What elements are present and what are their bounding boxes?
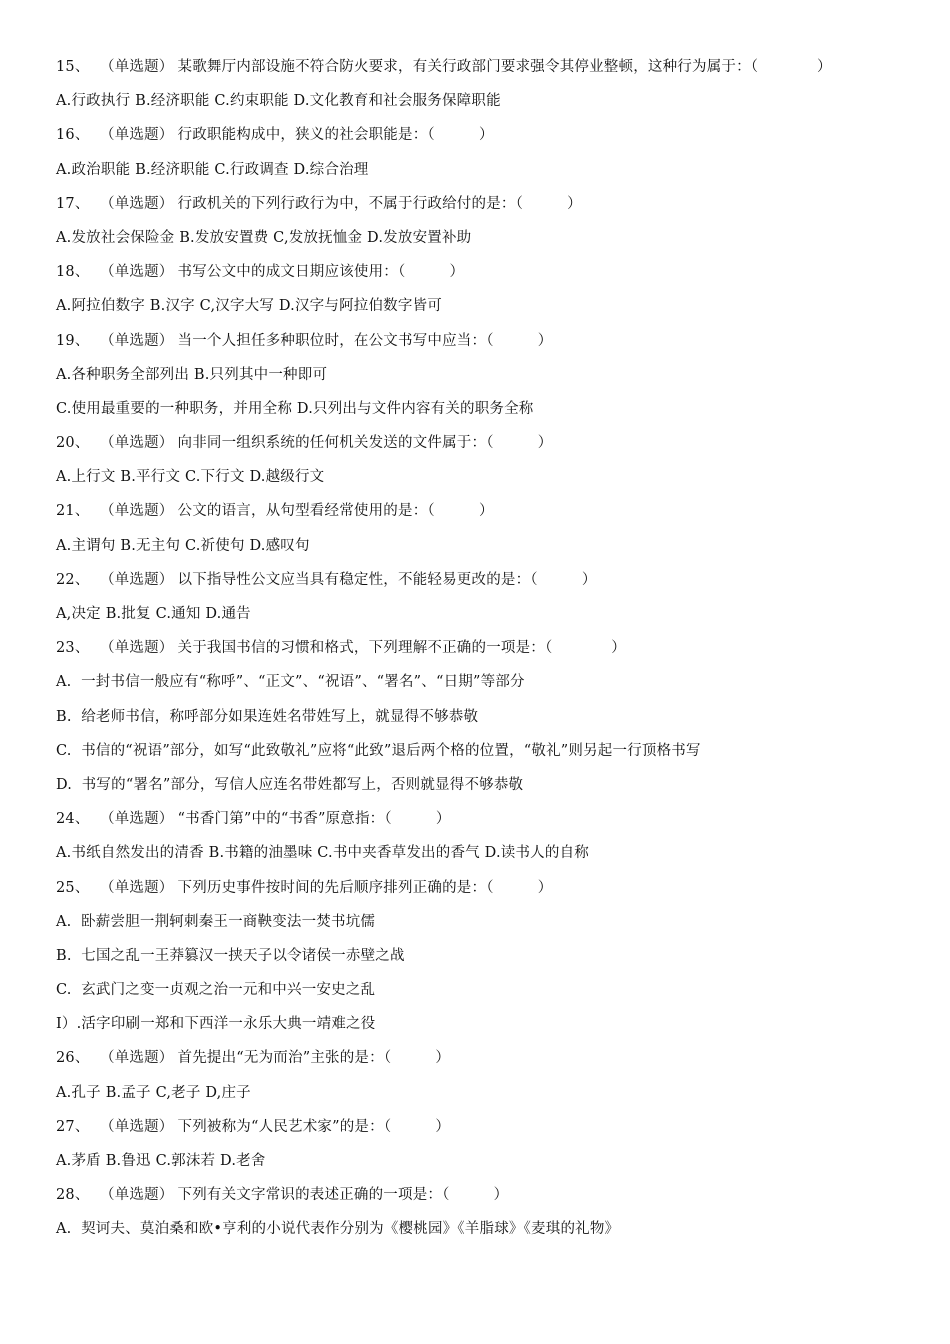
question-number: 23、 [56,640,90,657]
question-type-tag: （单选题） [100,332,174,349]
answer-options: A.发放社会保险金 B.发放安置费 C,发放抚恤金 D.发放安置补助 [56,229,472,246]
answer-options: A.行政执行 B.经济职能 C.约束职能 D.文化教育和社会服务保障职能 [56,93,501,110]
question-stem [56,50,906,84]
question-stem [56,871,906,905]
question-type-tag: （单选题） [100,503,174,520]
question-number: 28、 [56,1187,90,1204]
question-text: 某歌舞厅内部设施不符合防火要求，有关行政部门要求强令其停业整顿，这种行为属于：（ ） [177,59,832,75]
question-type-tag: （单选题） [100,640,174,657]
answer-options: A. 一封书信一般应有“称呼”、“正文”、“祝语”、“署名”、“日期”等部分 [56,674,525,691]
question-stem [56,426,906,460]
question-stem [56,187,906,221]
question-text: “书香门第”中的“书香”原意指：（ ） [177,811,451,828]
question-type-tag: （单选题） [100,811,174,828]
question-text: 下列有关文字常识的表述正确的一项是：（ ） [177,1187,509,1204]
question-type-tag: （单选题） [100,1187,174,1204]
question-type-tag: （单选题） [100,1118,174,1135]
answer-options: A.茅盾 B.鲁迅 C.郭沫若 D.老舍 [56,1153,266,1169]
answer-options: C.使用最重要的一种职务，并用全称 D.只列出与文件内容有关的职务全称 [56,400,534,417]
answer-options: A.书纸自然发出的清香 B.书籍的油墨味 C.书中夹香草发出的香气 D.读书人的自称 [56,845,589,862]
question-number: 27、 [56,1118,90,1135]
question-number: 26、 [56,1050,90,1067]
question-text: 下列历史事件按时间的先后顺序排列正确的是：（ ） [177,879,553,896]
question-type-tag: （单选题） [100,127,174,144]
question-number: 24、 [56,811,90,828]
question-type-tag: （单选题） [100,435,174,452]
question-stem [56,1178,906,1212]
question-text: 当一个人担任多种职位时，在公文书写中应当：（ ） [177,332,553,349]
answer-options: C. 书信的“祝语”部分，如写“此致敬礼”应将“此致”退后两个格的位置，“敬礼”则另起一行顶格书写 [56,742,701,759]
question-stem [56,563,906,597]
question-number: 18、 [56,264,90,281]
question-stem [56,255,906,289]
question-number: 15、 [56,59,90,75]
question-text: 书写公文中的成文日期应该使用：（ ） [177,264,465,281]
answer-options: A. 卧薪尝胆一荆轲刺秦王一商鞅变法一焚书坑儒 [56,913,376,930]
answer-options: A.主谓句 B.无主句 C.祈使句 D.感叹句 [56,537,310,554]
question-number: 16、 [56,127,90,144]
answer-options: A. 契诃夫、莫泊桑和欧•亨利的小说代表作分别为《樱桃园》《羊脂球》《麦琪的礼物》 [56,1221,620,1238]
question-number: 25、 [56,879,90,896]
question-stem [56,494,906,528]
answer-options: A.孔子 B.孟子 C,老子 D,庄子 [56,1084,251,1101]
question-text: 以下指导性公文应当具有稳定性，不能轻易更改的是：（ ） [177,571,597,588]
answer-options: A.政治职能 B.经济职能 C.行政调查 D.综合治理 [56,161,369,178]
question-text: 首先提出“无为而治”主张的是：（ ） [177,1050,451,1067]
question-number: 17、 [56,195,90,212]
answer-options: B. 七国之乱一王莽篡汉一挟天子以令诸侯一赤壁之战 [56,947,405,964]
question-type-tag: （单选题） [100,264,174,281]
question-stem [56,1041,906,1075]
question-stem [56,118,906,152]
question-number: 19、 [56,332,90,349]
question-text: 关于我国书信的习惯和格式，下列理解不正确的一项是：（ ） [177,640,626,657]
question-text: 行政机关的下列行政行为中，不属于行政给付的是：（ ） [177,195,582,212]
answer-options: B. 给老师书信，称呼部分如果连姓名带姓写上，就显得不够恭敬 [56,708,479,725]
question-type-tag: （单选题） [100,571,174,588]
question-stem [56,1110,906,1144]
answer-options: D. 书写的“署名”部分，写信人应连名带姓都写上，否则就显得不够恭敬 [56,776,524,793]
answer-options: A.各种职务全部列出 B.只列其中一种即可 [56,366,328,383]
question-number: 20、 [56,435,90,452]
question-type-tag: （单选题） [100,195,174,212]
question-stem [56,324,906,358]
answer-options: A.阿拉伯数字 B.汉字 C,汉字大写 D.汉字与阿拉伯数字皆可 [56,298,442,315]
question-type-tag: （单选题） [100,879,174,896]
answer-options: I）.活字印刷一郑和下西洋一永乐大典一靖难之役 [56,1016,376,1033]
question-text: 公文的语言，从句型看经常使用的是：（ ） [177,503,494,520]
answer-options: C. 玄武门之变一贞观之治一元和中兴一安史之乱 [56,982,376,999]
question-number: 21、 [56,503,90,520]
question-list [56,50,906,1247]
question-type-tag: （单选题） [100,1050,174,1067]
question-stem [56,631,906,665]
question-text: 下列被称为“人民艺术家”的是：（ ） [177,1118,451,1135]
answer-options: A,决定 B.批复 C.通知 D.通告 [56,606,251,622]
question-text: 向非同一组织系统的任何机关发送的文件属于：（ ） [177,435,553,452]
question-type-tag: （单选题） [100,59,174,75]
question-stem [56,802,906,836]
answer-options: A.上行文 B.平行文 C.下行文 D.越级行文 [56,469,325,486]
question-text: 行政职能构成中，狭义的社会职能是：（ ） [177,127,494,144]
question-number: 22、 [56,571,90,588]
